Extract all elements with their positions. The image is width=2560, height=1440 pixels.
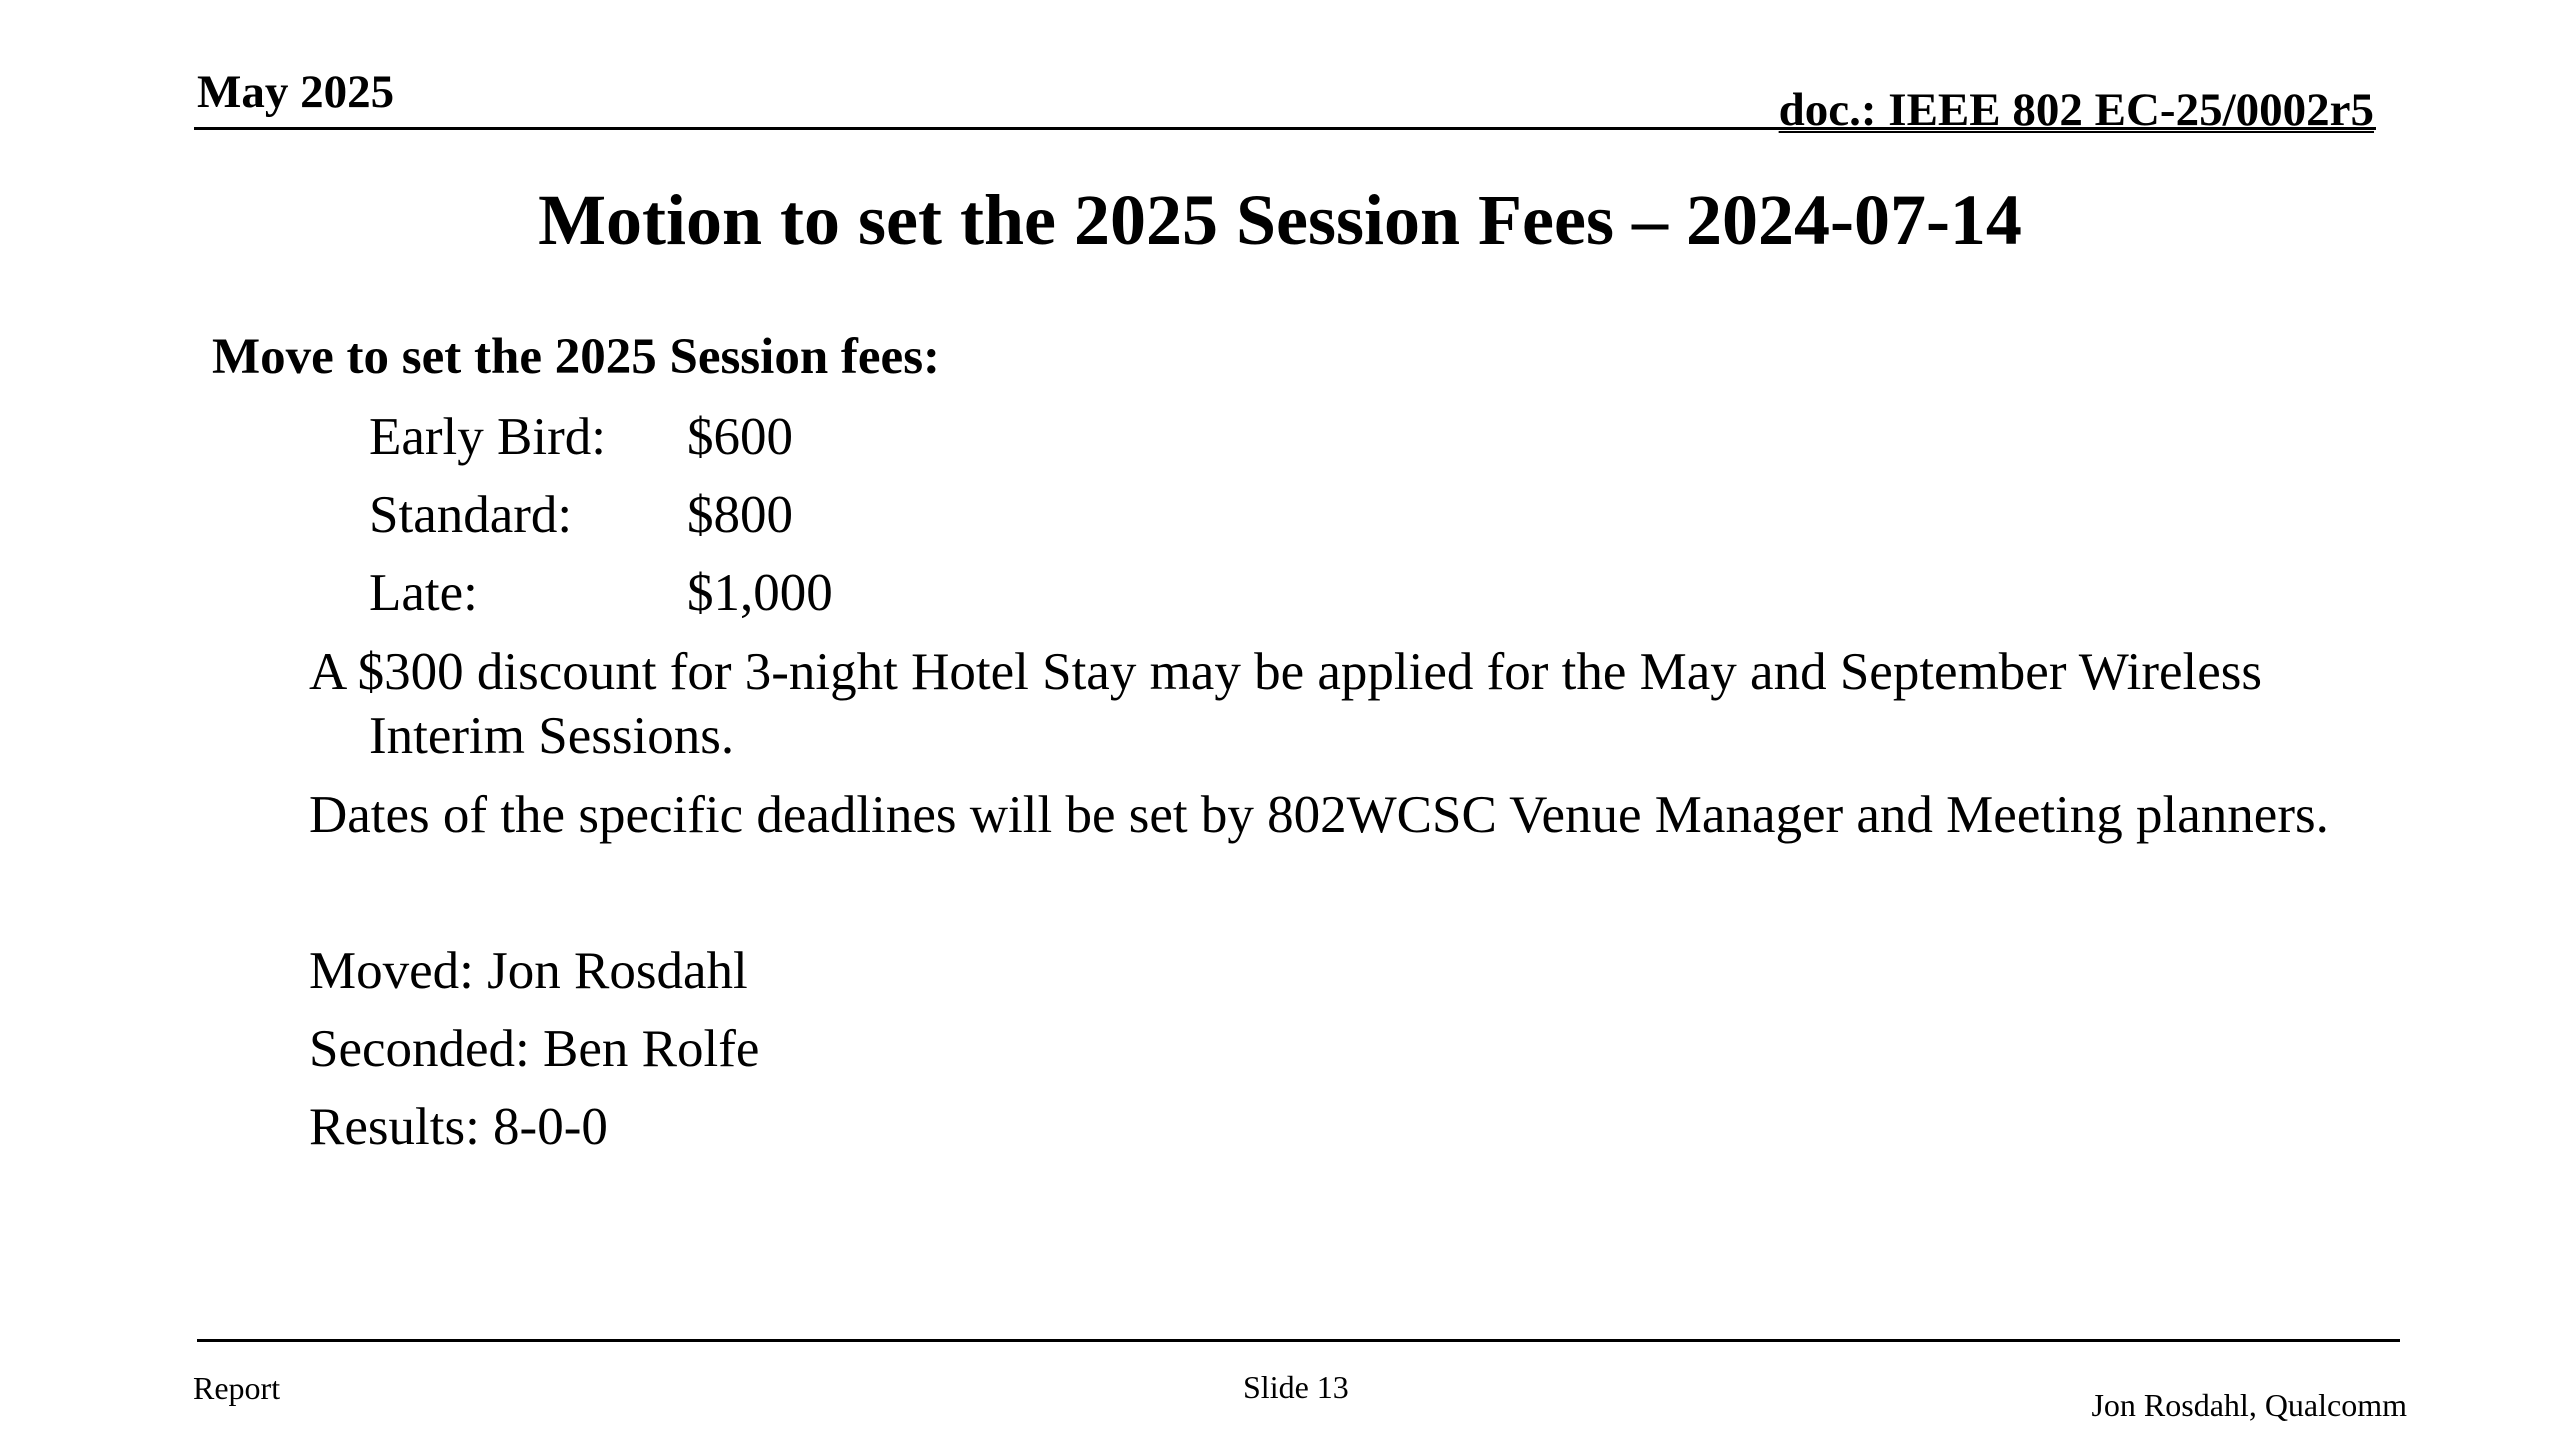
vote-results: Results: 8-0-0	[309, 1098, 608, 1156]
moved-by: Moved: Jon Rosdahl	[309, 942, 748, 1000]
fee-value-standard: $800	[687, 486, 793, 544]
footer-author: Jon Rosdahl, Qualcomm	[2091, 1387, 2407, 1423]
fee-label-standard: Standard:	[369, 486, 573, 544]
discount-text-line2: Interim Sessions.	[369, 707, 735, 765]
header-doc-id: doc.: IEEE 802 EC-25/0002r5	[1778, 84, 2374, 136]
fee-value-late: $1,000	[687, 564, 833, 622]
footer-slide-number: Slide 13	[1243, 1369, 1349, 1405]
header-divider	[194, 127, 2376, 130]
fee-label-early-bird: Early Bird:	[369, 408, 606, 466]
seconded-by: Seconded: Ben Rolfe	[309, 1020, 760, 1078]
fee-value-early-bird: $600	[687, 408, 793, 466]
header-date: May 2025	[197, 66, 395, 118]
footer-report: Report	[193, 1370, 281, 1406]
discount-text-line1: A $300 discount for 3-night Hotel Stay may be applied for the May and September Wireless	[309, 643, 2263, 701]
slide-title: Motion to set the 2025 Session Fees – 2024-07-14	[538, 180, 2022, 260]
deadlines-text: Dates of the specific deadlines will be set by 802WCSC Venue Manager and Meeting planners.	[309, 786, 2329, 844]
footer-divider	[197, 1339, 2400, 1342]
fee-label-late: Late:	[369, 564, 478, 622]
motion-lead: Move to set the 2025 Session fees:	[212, 329, 941, 385]
